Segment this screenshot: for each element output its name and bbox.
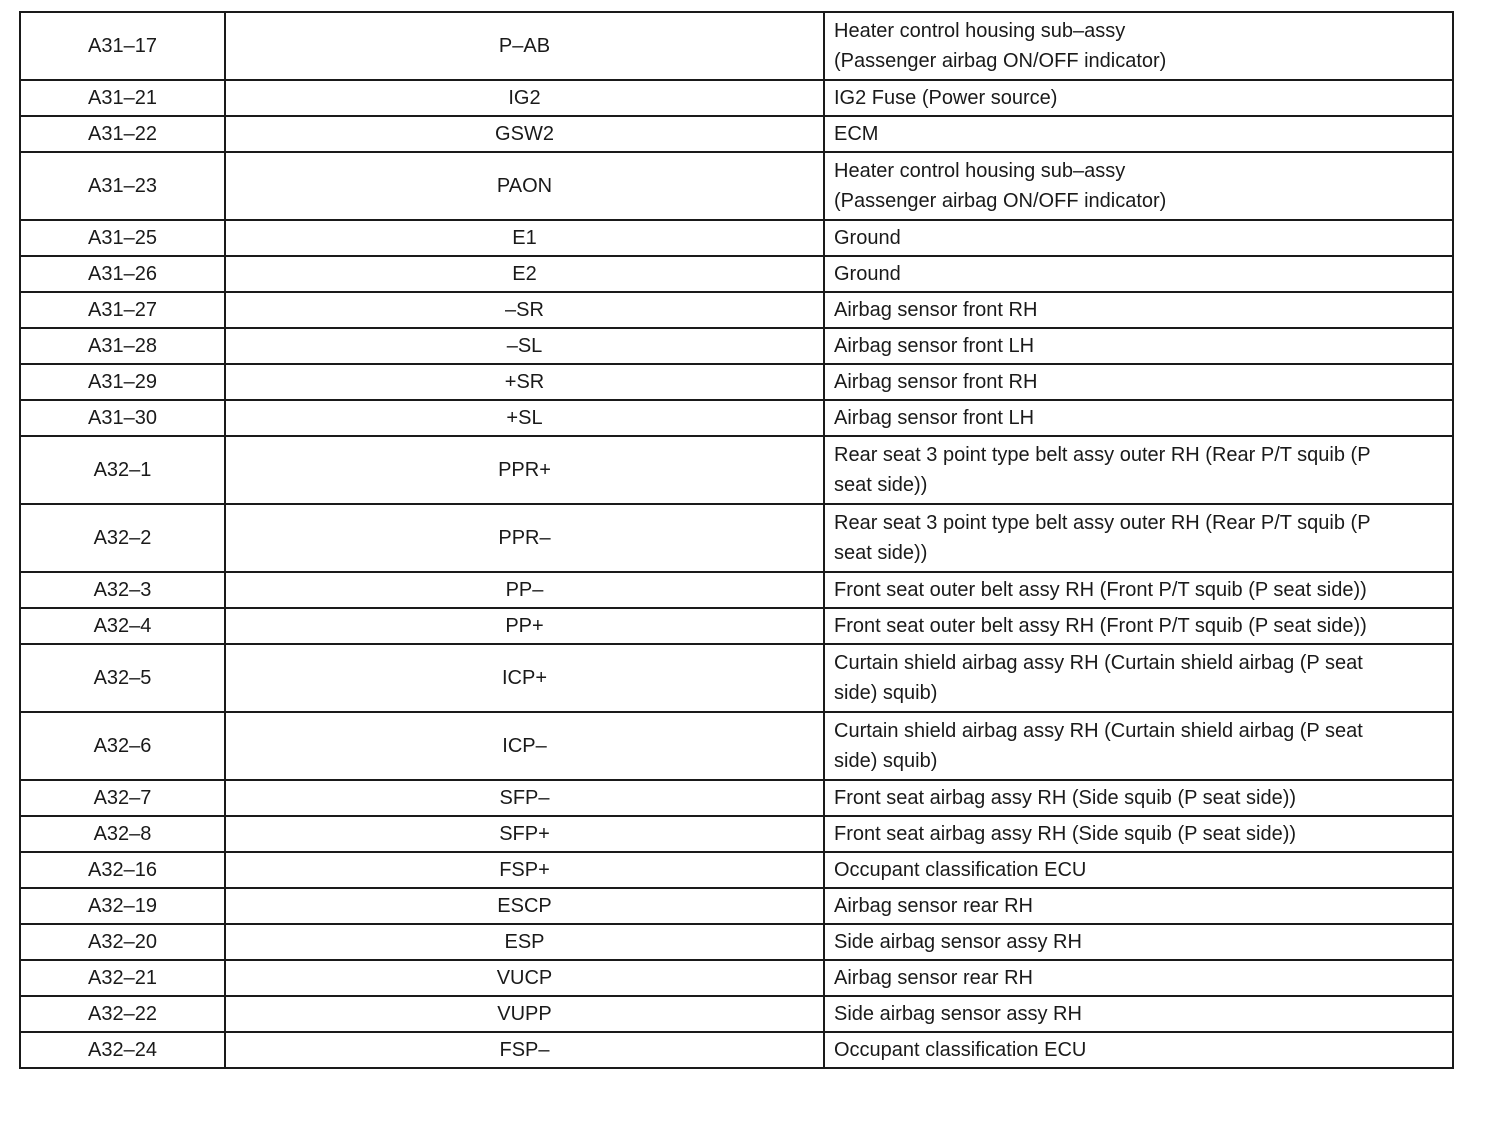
connection-line: Curtain shield airbag assy RH (Curtain shield airbag (P seat [834,720,1363,742]
connection-line: Side airbag sensor assy RH [834,1003,1082,1025]
terminal-cell: A31–23 [20,152,225,220]
connection-cell [824,436,1453,504]
connection-cell [824,12,1453,80]
symbol-cell: PPR– [225,504,824,572]
terminal-cell: A32–2 [20,504,225,572]
table-row [20,1032,1453,1068]
terminal-cell: A32–6 [20,712,225,780]
terminal-cell: A32–1 [20,436,225,504]
symbol-cell: PAON [225,152,824,220]
table-row [20,256,1453,292]
table-row [20,960,1453,996]
connection-cell [824,504,1453,572]
connection-line: seat side)) [834,474,928,496]
connection-line: Occupant classification ECU [834,1039,1087,1061]
table-row [20,504,1453,572]
terminal-cell: A31–22 [20,116,225,152]
table-row [20,292,1453,328]
connection-cell [824,816,1453,852]
table-row [20,436,1453,504]
terminal-cell: A32–3 [20,572,225,608]
connection-line: Side airbag sensor assy RH [834,931,1082,953]
connection-cell [824,400,1453,436]
connection-line: side) squib) [834,682,938,704]
connection-cell [824,256,1453,292]
connection-cell [824,644,1453,712]
terminal-cell: A31–25 [20,220,225,256]
connection-cell [824,608,1453,644]
connection-line: seat side)) [834,542,928,564]
connection-line: side) squib) [834,750,938,772]
connection-line: Heater control housing sub–assy [834,20,1126,42]
symbol-cell: P–AB [225,12,824,80]
connection-cell [824,1032,1453,1068]
symbol-cell: ICP+ [225,644,824,712]
table-row [20,888,1453,924]
symbol-cell: +SR [225,364,824,400]
table-row [20,924,1453,960]
symbol-cell: ESCP [225,888,824,924]
connection-line: (Passenger airbag ON/OFF indicator) [834,50,1167,72]
symbol-cell: IG2 [225,80,824,116]
symbol-cell: ESP [225,924,824,960]
connection-line: ECM [834,123,879,145]
connection-cell [824,328,1453,364]
connection-line: Airbag sensor rear RH [834,895,1033,917]
terminal-table [19,11,1454,1069]
connection-cell [824,712,1453,780]
table-row [20,152,1453,220]
table-row [20,996,1453,1032]
connection-line: Airbag sensor front RH [834,299,1038,321]
terminal-cell: A31–21 [20,80,225,116]
connection-line: Airbag sensor front LH [834,407,1035,429]
connection-cell [824,152,1453,220]
table-row [20,712,1453,780]
terminal-cell: A32–7 [20,780,225,816]
connection-line: (Passenger airbag ON/OFF indicator) [834,190,1167,212]
connection-cell [824,292,1453,328]
connection-line: Front seat outer belt assy RH (Front P/T squib (P seat side)) [834,615,1367,637]
symbol-cell: VUCP [225,960,824,996]
terminal-cell: A31–28 [20,328,225,364]
table-row [20,608,1453,644]
connection-line: Front seat outer belt assy RH (Front P/T squib (P seat side)) [834,579,1367,601]
table-row [20,364,1453,400]
symbol-cell: +SL [225,400,824,436]
connection-line: Front seat airbag assy RH (Side squib (P seat side)) [834,787,1297,809]
table-row [20,80,1453,116]
terminal-cell: A32–24 [20,1032,225,1068]
table-row [20,328,1453,364]
connection-cell [824,996,1453,1032]
symbol-cell: E1 [225,220,824,256]
terminal-cell: A32–8 [20,816,225,852]
connection-line: Front seat airbag assy RH (Side squib (P seat side)) [834,823,1297,845]
table-row [20,780,1453,816]
table-row [20,572,1453,608]
connection-line: Airbag sensor front RH [834,371,1038,393]
symbol-cell: GSW2 [225,116,824,152]
connection-line: Curtain shield airbag assy RH (Curtain shield airbag (P seat [834,652,1363,674]
connection-cell [824,780,1453,816]
terminal-cell: A32–22 [20,996,225,1032]
symbol-cell: VUPP [225,996,824,1032]
table-row [20,400,1453,436]
connection-line: Rear seat 3 point type belt assy outer RH (Rear P/T squib (P [834,512,1371,534]
connection-line: Ground [834,227,901,249]
table-row [20,12,1453,80]
connection-line: Occupant classification ECU [834,859,1087,881]
table-row [20,116,1453,152]
terminal-cell: A32–19 [20,888,225,924]
table-row [20,220,1453,256]
terminal-cell: A31–29 [20,364,225,400]
table-row [20,816,1453,852]
connection-cell [824,116,1453,152]
table-body [20,12,1453,1068]
terminal-cell: A32–20 [20,924,225,960]
connection-cell [824,220,1453,256]
connection-line: Airbag sensor rear RH [834,967,1033,989]
table-row [20,852,1453,888]
symbol-cell: SFP+ [225,816,824,852]
symbol-cell: PP+ [225,608,824,644]
terminal-cell: A32–16 [20,852,225,888]
terminal-cell: A31–17 [20,12,225,80]
terminal-cell: A31–26 [20,256,225,292]
symbol-cell: –SL [225,328,824,364]
symbol-cell: SFP– [225,780,824,816]
terminal-cell: A31–30 [20,400,225,436]
terminal-cell: A31–27 [20,292,225,328]
symbol-cell: –SR [225,292,824,328]
symbol-cell: PP– [225,572,824,608]
connection-line: IG2 Fuse (Power source) [834,87,1058,109]
connection-cell [824,924,1453,960]
connection-cell [824,852,1453,888]
terminal-cell: A32–5 [20,644,225,712]
connection-line: Ground [834,263,901,285]
connection-line: Airbag sensor front LH [834,335,1035,357]
terminal-cell: A32–21 [20,960,225,996]
table-row [20,644,1453,712]
connection-cell [824,572,1453,608]
symbol-cell: ICP– [225,712,824,780]
connection-cell [824,888,1453,924]
connection-line: Rear seat 3 point type belt assy outer RH (Rear P/T squib (P [834,444,1371,466]
connection-cell [824,80,1453,116]
connection-cell [824,960,1453,996]
symbol-cell: PPR+ [225,436,824,504]
connection-line: Heater control housing sub–assy [834,160,1126,182]
symbol-cell: FSP– [225,1032,824,1068]
symbol-cell: E2 [225,256,824,292]
symbol-cell: FSP+ [225,852,824,888]
terminal-cell: A32–4 [20,608,225,644]
connection-cell [824,364,1453,400]
